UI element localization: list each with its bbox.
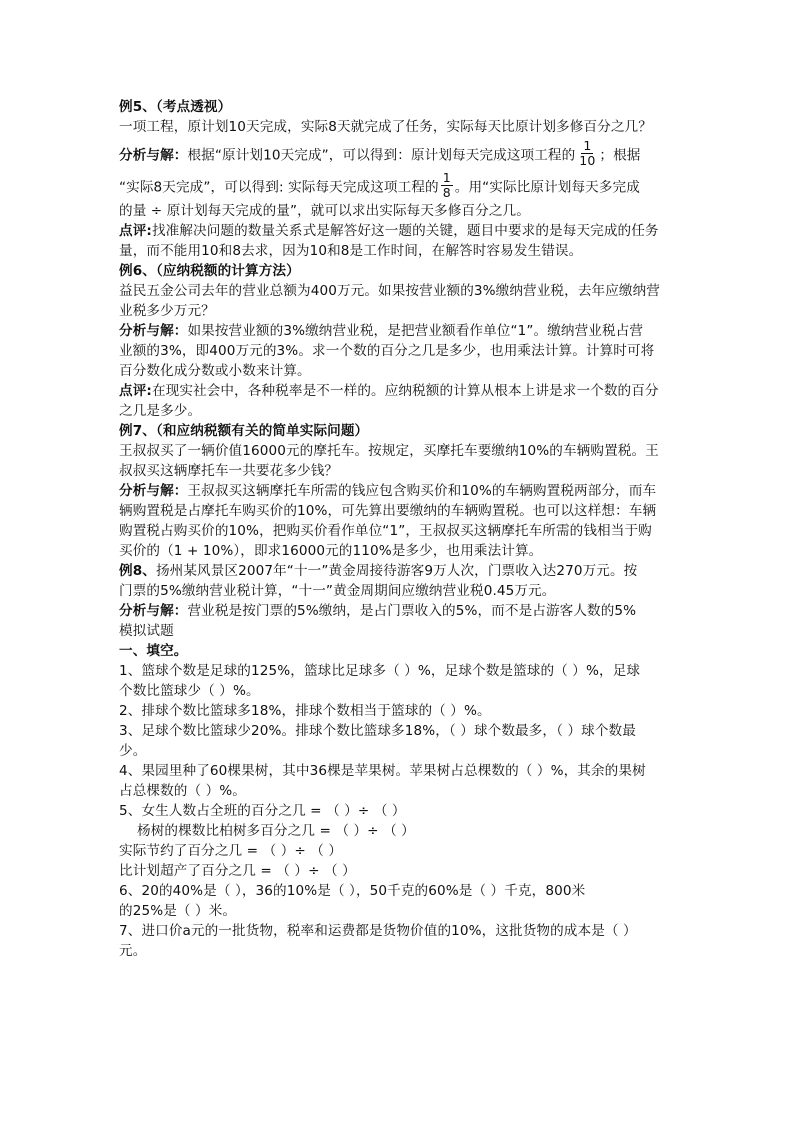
example-7-problem-line-1: 王叔叔买了一辆价值16000元的摩托车。按规定，买摩托车要缴纳10%的车辆购置税。王 <box>119 443 659 459</box>
question-7-line-1: 7、进口价a元的一批货物，税率和运费都是货物价值的10%，这批货物的成本是（ ） <box>119 923 637 939</box>
question-4-line-2: 占总棵数的（ ）%。 <box>119 783 246 799</box>
analysis-label: 分析与解： <box>119 603 188 619</box>
example-6-comment-line-2: 之几是多少。 <box>119 403 202 419</box>
example-6-analysis-line-1 <box>119 321 679 341</box>
question-5-line-1: 5、女生人数占全班的百分之几 = （ ）÷ （ ） <box>119 803 406 819</box>
mock-test-title: 模拟试题 <box>119 623 174 639</box>
analysis-text: 。用“实际比原计划每天多完成 <box>454 179 640 196</box>
comment-text: 在现实社会中，各种税率是不一样的。应纳税额的计算从根本上讲是求一个数的百分 <box>151 383 659 399</box>
question-5-line-4: 比计划超产了百分之几 = （ ）÷ （ ） <box>119 863 356 879</box>
fraction-numerator: 1 <box>583 138 592 153</box>
example-6-analysis-line-2: 业额的3%，即400万元的3%。求一个数的百分之几是多少，也用乘法计算。计算时可将 <box>119 343 655 359</box>
document-body <box>119 97 679 961</box>
example-6-problem-line-1: 益民五金公司去年的营业总额为400万元。如果按营业额的3%缴纳营业税，去年应缴纳营 <box>119 283 660 299</box>
example-7-analysis-line-2: 辆购置税是占摩托车购买价的10%，可先算出要缴纳的车辆购置税。也可以这样想：车辆 <box>119 503 657 519</box>
question-5-line-3: 实际节约了百分之几 = （ ）÷ （ ） <box>119 843 343 859</box>
fraction-denominator: 8 <box>442 185 451 200</box>
analysis-text: 王叔叔买这辆摩托车所需的钱应包含购买价和10%的车辆购置税两部分，而车 <box>187 483 657 499</box>
question-3-line-2: 少。 <box>119 743 147 759</box>
comment-label: 点评: <box>119 223 152 239</box>
comment-text: 找准解决问题的数量关系式是解答好这一题的关键，题目中要求的是每天完成的任务 <box>151 223 659 239</box>
example-5-analysis-line-2 <box>119 170 679 201</box>
question-4-line-1: 4、果园里种了60棵果树，其中36棵是苹果树。苹果树占总棵数的（ ）%，其余的果树 <box>119 763 646 779</box>
fraction-one-tenth <box>577 139 597 168</box>
analysis-label: 分析与解： <box>119 323 188 339</box>
question-6-line-2: 的25%是（ ）米。 <box>119 903 237 919</box>
example-7-title: 例7、（和应纳税额有关的简单实际问题） <box>119 423 369 439</box>
analysis-text: 如果按营业额的3%缴纳营业税，是把营业额看作单位“1”。缴纳营业税占营 <box>187 323 644 339</box>
example-5-problem: 一项工程，原计划10天完成，实际8天就完成了任务，实际每天比原计划多修百分之几？ <box>119 119 652 135</box>
analysis-text: 营业税是按门票的5%缴纳，是占门票收入的5%，而不是占游客人数的5% <box>187 603 637 619</box>
question-1-line-1: 1、篮球个数是足球的125%，篮球比足球多（ ）%，足球个数是篮球的（ ）%，足球 <box>119 663 641 679</box>
analysis-text: 根据“原计划10天完成”，可以得到：原计划每天完成这项工程的 <box>187 147 576 164</box>
fraction-numerator: 1 <box>442 170 451 185</box>
example-5-analysis-line-1 <box>119 138 679 169</box>
example-8-analysis-line-1 <box>119 601 679 621</box>
example-7-analysis-line-4: 买价的（1 + 10%），即求16000元的110%是多少，也用乘法计算。 <box>119 543 543 559</box>
example-7-problem-line-2: 叔叔买这辆摩托车一共要花多少钱？ <box>119 463 339 479</box>
question-7-line-2: 元。 <box>119 943 147 959</box>
example-7-analysis-line-3: 购置税占购买价的10%，把购买价看作单位“1”，王叔叔买这辆摩托车所需的钱相当于购 <box>119 523 652 539</box>
example-7-analysis-line-1 <box>119 481 679 501</box>
example-8-problem-line-2: 门票的5%缴纳营业税计算，“十一”黄金周期间应缴纳营业税0.45万元。 <box>119 583 556 599</box>
analysis-label: 分析与解： <box>119 483 188 499</box>
example-5-title: 例5、（考点透视） <box>119 99 232 115</box>
example-8-problem-line-1 <box>119 561 679 581</box>
example-6-comment-line-1 <box>119 381 679 401</box>
example-5-analysis-line-3: 的量 ÷ 原计划每天完成的量”，就可以求出实际每天多修百分之几。 <box>119 203 530 219</box>
analysis-text: “实际8天完成”，可以得到: 实际每天完成这项工程的 <box>119 179 439 196</box>
analysis-text: ；根据 <box>599 147 641 164</box>
example-6-analysis-line-3: 百分数化成分数或小数来计算。 <box>119 363 311 379</box>
example-5-comment-line-1 <box>119 221 679 241</box>
example-6-title: 例6、（应纳税额的计算方法） <box>119 263 300 279</box>
comment-label: 点评: <box>119 383 152 399</box>
example-5-comment-line-2: 量，而不能用10和8去求，因为10和8是工作时间，在解答时容易发生错误。 <box>119 243 583 259</box>
question-5-line-2: 杨树的棵数比柏树多百分之几 = （ ）÷ （ ） <box>137 823 415 839</box>
fraction-denominator: 10 <box>579 153 596 168</box>
section-fill-in-title: 一、填空。 <box>119 643 188 659</box>
question-2: 2、排球个数比篮球多18%，排球个数相当于篮球的（ ）%。 <box>119 703 491 719</box>
fraction-one-eighth <box>441 171 453 200</box>
problem-text: 扬州某风景区2007年“十一”黄金周接待游客9万人次，门票收入达270万元。按 <box>155 563 638 579</box>
analysis-label: 分析与解： <box>119 147 188 164</box>
example-6-problem-line-2: 业税多少万元？ <box>119 303 215 319</box>
example-8-title: 例8、 <box>119 563 156 579</box>
question-6-line-1: 6、20的40%是（ ），36的10%是（ ），50千克的60%是（ ）千克，800米 <box>119 883 586 899</box>
question-1-line-2: 个数比篮球少（ ）%。 <box>119 683 260 699</box>
question-3-line-1: 3、足球个数比篮球少20%。排球个数比篮球多18%，（ ）球个数最多，（ ）球个数最 <box>119 723 636 739</box>
